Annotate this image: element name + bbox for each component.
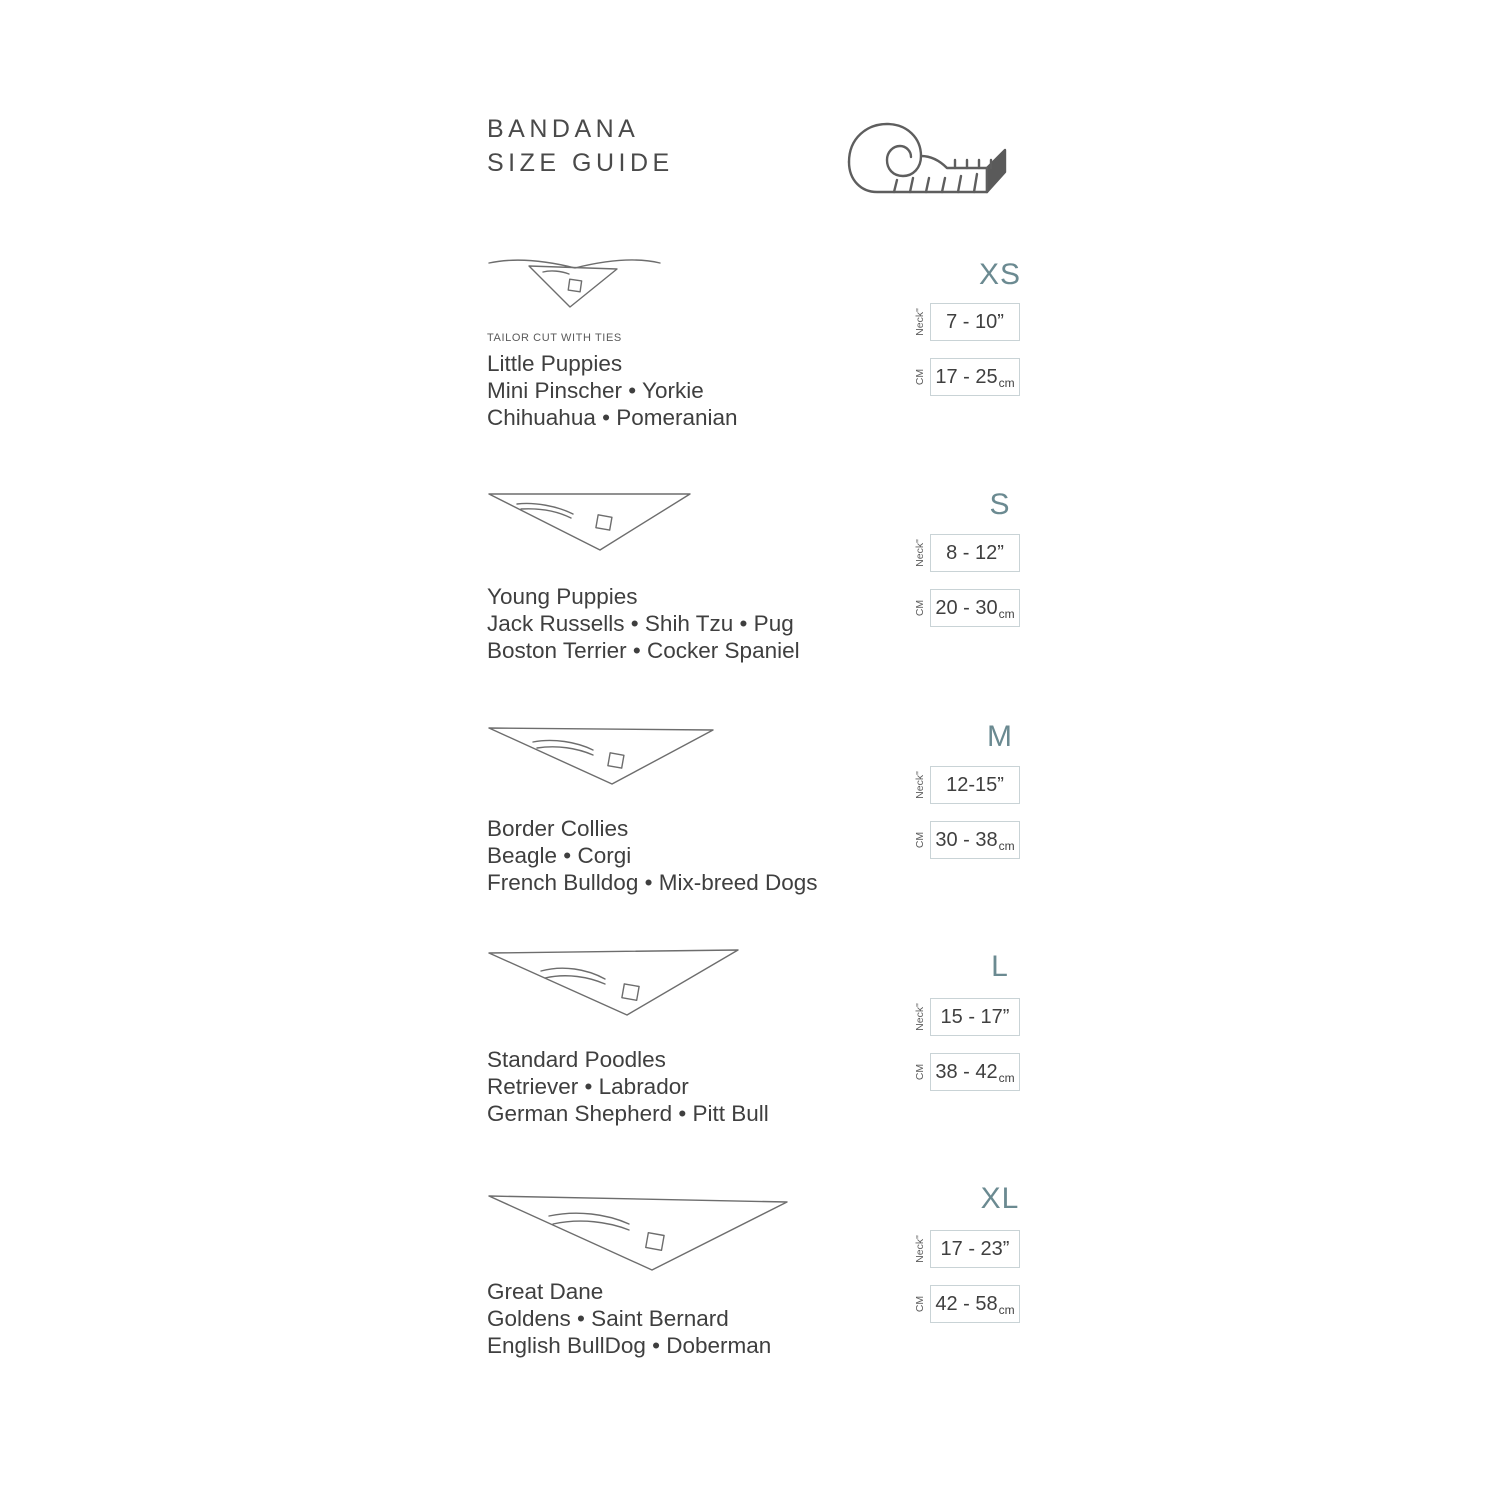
neck-unit-label: Neck" bbox=[914, 1235, 926, 1263]
neck-cm-m bbox=[900, 821, 1100, 859]
breed-line: Retriever • Labrador bbox=[487, 1074, 689, 1099]
neck-inches-value: 12-15” bbox=[930, 766, 1020, 804]
page-title-line-2: SIZE GUIDE bbox=[487, 149, 674, 177]
bandana-illustration-xs bbox=[487, 255, 662, 320]
cm-suffix: cm bbox=[998, 1071, 1015, 1085]
neck-cm-value bbox=[930, 1285, 1020, 1323]
neck-cm-range: 42 - 58 bbox=[935, 1292, 998, 1315]
breed-list-m bbox=[487, 815, 818, 896]
cm-unit-label: CM bbox=[914, 368, 926, 386]
neck-cm-s bbox=[900, 589, 1100, 627]
bandana-illustration-xl bbox=[487, 1186, 792, 1281]
bandana-illustration-s bbox=[487, 488, 697, 563]
neck-cm-range: 17 - 25 bbox=[935, 365, 998, 388]
breed-list-xs bbox=[487, 350, 738, 431]
neck-inches-value: 8 - 12” bbox=[930, 534, 1020, 572]
measuring-tape-icon bbox=[837, 110, 1017, 215]
breed-line: Mini Pinscher • Yorkie bbox=[487, 378, 704, 403]
breed-line: Chihuahua • Pomeranian bbox=[487, 405, 738, 430]
breed-line: Great Dane bbox=[487, 1279, 604, 1304]
neck-cm-value bbox=[930, 1053, 1020, 1091]
breed-labels-s bbox=[487, 583, 800, 664]
breed-line: Little Puppies bbox=[487, 351, 623, 376]
breed-line: French Bulldog • Mix-breed Dogs bbox=[487, 870, 818, 895]
breed-line: English BullDog • Doberman bbox=[487, 1333, 772, 1358]
page-title-line-1: BANDANA bbox=[487, 115, 640, 143]
neck-cm-range: 30 - 38 bbox=[935, 828, 998, 851]
bandana-illustration-l bbox=[487, 943, 742, 1028]
neck-inches-l bbox=[900, 998, 1100, 1036]
neck-inches-s bbox=[900, 534, 1100, 572]
neck-cm-value bbox=[930, 358, 1020, 396]
size-letter-m: M bbox=[987, 720, 1013, 753]
neck-inches-value: 17 - 23” bbox=[930, 1230, 1020, 1268]
cm-suffix: cm bbox=[998, 1303, 1015, 1317]
breed-list-s bbox=[487, 583, 800, 664]
cm-suffix: cm bbox=[998, 607, 1015, 621]
size-letter-xl: XL bbox=[980, 1182, 1020, 1215]
neck-unit-label: Neck" bbox=[914, 771, 926, 799]
breed-labels-xs bbox=[487, 332, 738, 431]
breed-line: Young Puppies bbox=[487, 584, 638, 609]
breed-line: Beagle • Corgi bbox=[487, 843, 632, 868]
breed-list-l bbox=[487, 1046, 769, 1127]
neck-inches-m bbox=[900, 766, 1100, 804]
breed-line: Border Collies bbox=[487, 816, 629, 841]
neck-unit-label: Neck" bbox=[914, 308, 926, 336]
page-title bbox=[487, 112, 674, 180]
size-letter-xs: XS bbox=[978, 258, 1022, 291]
cm-suffix: cm bbox=[998, 839, 1015, 853]
neck-unit-label: Neck" bbox=[914, 539, 926, 567]
neck-inches-xl bbox=[900, 1230, 1100, 1268]
breed-line: Boston Terrier • Cocker Spaniel bbox=[487, 638, 800, 663]
cm-suffix: cm bbox=[998, 376, 1015, 390]
cm-unit-label: CM bbox=[914, 1295, 926, 1313]
kicker-xs: TAILOR CUT WITH TIES bbox=[487, 332, 622, 344]
neck-cm-range: 38 - 42 bbox=[935, 1060, 998, 1083]
neck-inches-value: 15 - 17” bbox=[930, 998, 1020, 1036]
breed-line: Goldens • Saint Bernard bbox=[487, 1306, 729, 1331]
neck-cm-l bbox=[900, 1053, 1100, 1091]
size-letter-s: S bbox=[989, 488, 1011, 521]
neck-inches-xs bbox=[900, 303, 1100, 341]
neck-cm-value bbox=[930, 821, 1020, 859]
breed-list-xl bbox=[487, 1278, 771, 1359]
size-letter-l: L bbox=[991, 950, 1009, 983]
breed-line: German Shepherd • Pitt Bull bbox=[487, 1101, 769, 1126]
breed-line: Standard Poodles bbox=[487, 1047, 666, 1072]
neck-inches-value: 7 - 10” bbox=[930, 303, 1020, 341]
neck-unit-label: Neck" bbox=[914, 1003, 926, 1031]
neck-cm-xs bbox=[900, 358, 1100, 396]
cm-unit-label: CM bbox=[914, 599, 926, 617]
bandana-illustration-m bbox=[487, 722, 717, 797]
breed-labels-m bbox=[487, 815, 818, 896]
neck-cm-range: 20 - 30 bbox=[935, 596, 998, 619]
neck-cm-xl bbox=[900, 1285, 1100, 1323]
neck-cm-value bbox=[930, 589, 1020, 627]
breed-labels-xl bbox=[487, 1278, 771, 1359]
breed-line: Jack Russells • Shih Tzu • Pug bbox=[487, 611, 794, 636]
breed-labels-l bbox=[487, 1046, 769, 1127]
cm-unit-label: CM bbox=[914, 831, 926, 849]
cm-unit-label: CM bbox=[914, 1063, 926, 1081]
